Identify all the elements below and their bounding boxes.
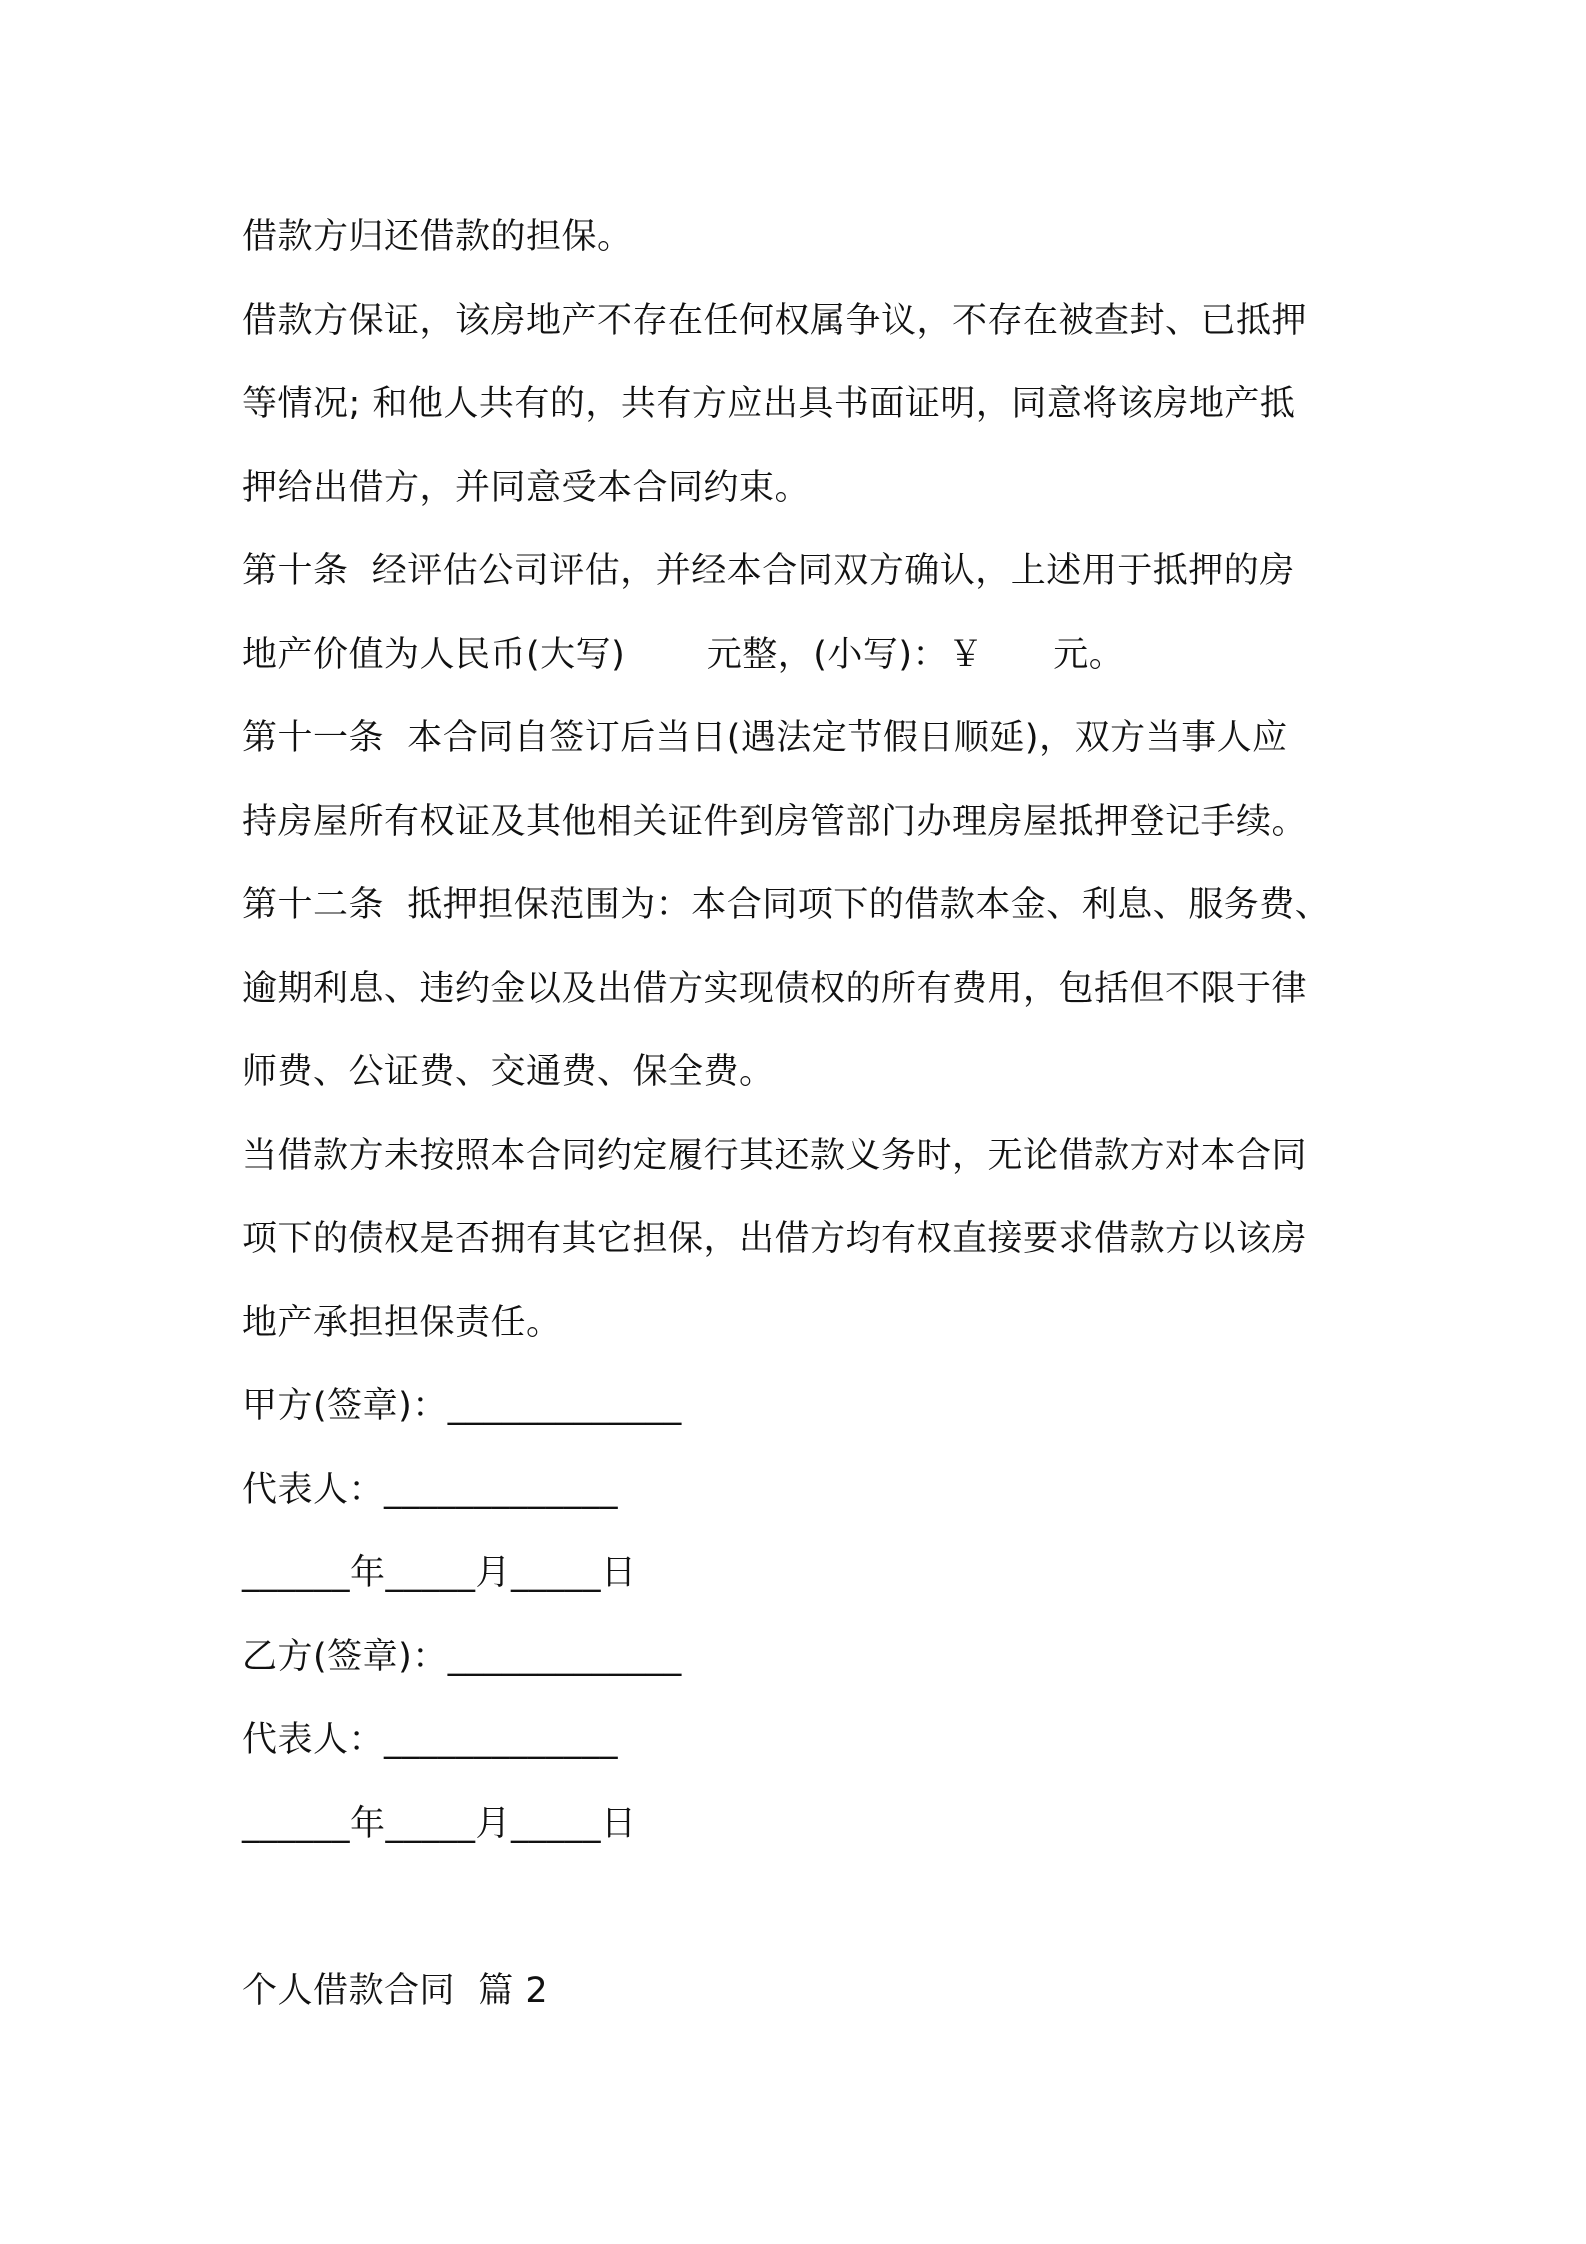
- article-10-line: 第十条 经评估公司评估，并经本合同双方确认，上述用于抵押的房: [242, 551, 1295, 591]
- party-a-signature: 甲方(签章)：_____________: [242, 1386, 682, 1426]
- party-a-representative: 代表人：_____________: [242, 1469, 619, 1510]
- section-spacer: [242, 1866, 1382, 1950]
- next-section-title: 个人借款合同 篇 2: [242, 1970, 549, 2011]
- paragraph-line: 项下的债权是否拥有其它担保，出借方均有权直接要求借款方以该房: [242, 1219, 1308, 1259]
- article-10-line: 地产价值为人民币(大写) 元整，(小写)：￥ 元。: [242, 634, 1125, 675]
- article-11-line: 持房屋所有权证及其他相关证件到房管部门办理房屋抵押登记手续。: [242, 801, 1308, 842]
- document-body: [242, 196, 1382, 2033]
- article-12-line: 逾期利息、违约金以及出借方实现债权的所有费用，包括但不限于律: [242, 968, 1308, 1009]
- article-12-line: 第十二条 抵押担保范围为：本合同项下的借款本金、利息、服务费、: [242, 885, 1331, 925]
- article-11-line: 第十一条 本合同自签订后当日(遇法定节假日顺延)，双方当事人应: [242, 718, 1288, 758]
- paragraph-line: 等情况; 和他人共有的，共有方应出具书面证明，同意将该房地产抵: [242, 384, 1296, 424]
- party-b-representative: 代表人：_____________: [242, 1720, 619, 1760]
- party-b-date: ______年_____月_____日: [242, 1803, 637, 1844]
- paragraph-line: 借款方归还借款的担保。: [242, 217, 633, 257]
- party-b-signature: 乙方(签章)：_____________: [242, 1636, 682, 1677]
- paragraph-line: 借款方保证，该房地产不存在任何权属争议，不存在被查封、已抵押: [242, 300, 1308, 341]
- paragraph-line: 地产承担担保责任。: [242, 1302, 562, 1343]
- paragraph-line: 押给出借方，并同意受本合同约束。: [242, 467, 811, 508]
- article-12-line: 师费、公证费、交通费、保全费。: [242, 1052, 775, 1092]
- paragraph-line: 当借款方未按照本合同约定履行其还款义务时，无论借款方对本合同: [242, 1135, 1308, 1176]
- party-a-date: ______年_____月_____日: [242, 1553, 637, 1593]
